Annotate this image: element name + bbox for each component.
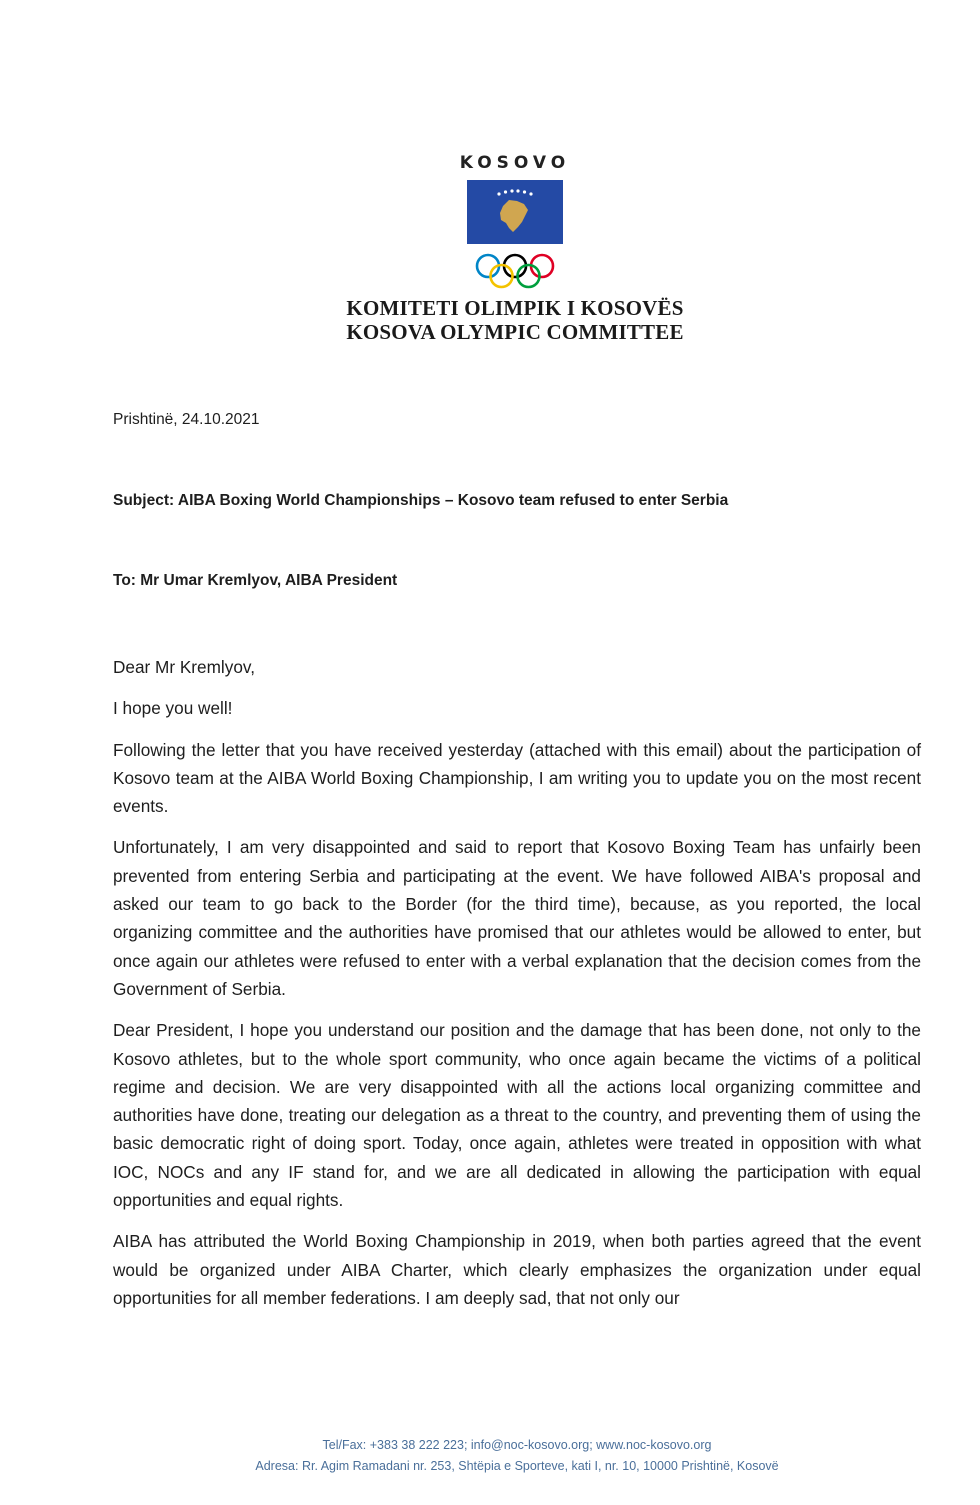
salutation: Dear Mr Kremlyov, [113, 657, 255, 677]
letter-recipient: To: Mr Umar Kremlyov, AIBA President [113, 572, 398, 589]
letter-body [113, 653, 921, 1325]
paragraph: Dear President, I hope you understand our position and the damage that has been done, not only to the Kosovo athletes, but to the whole sport community, who once again became the victims of a political regime and decision. We are very disappointed with all the actions local organizing committee and authorities have done, treating our delegation as a threat to the country, and preventing them of using the basic democratic right of doing sport. Today, once again, athletes were treated in opposition with what IOC, NOCs and any IF stand for, and we are all dedicated in allowing the participation with equal opportunities and equal rights. [113, 1020, 921, 1211]
footer-contact: Tel/Fax: +383 38 222 223; info@noc-kosovo.org; www.noc-kosovo.org [322, 1438, 712, 1452]
paragraph: Unfortunately, I am very disappointed and said to report that Kosovo Boxing Team has unfairly been prevented from entering Serbia and participating at the event. We have followed AIBA's proposal and asked our team to go back to the Border (for the third time), because, as you reported, the local organizing committee and the authorities have promised that our athletes would be allowed to enter, but once again our athletes were refused to enter with a verbal explanation that the decision comes from the Government of Serbia. [113, 837, 921, 999]
greeting: I hope you well! [113, 698, 233, 719]
org-name-albanian: KOMITETI OLIMPIK I KOSOVËS [346, 296, 684, 320]
letter-subject: Subject: AIBA Boxing World Championships – Kosovo team refused to enter Serbia [113, 492, 729, 509]
footer-address: Adresa: Rr. Agim Ramadani nr. 253, Shtëpia e Sporteve, kati I, nr. 10, 10000 Prishtinë, Kosovë [255, 1459, 779, 1473]
org-name-english: KOSOVA OLYMPIC COMMITTEE [346, 320, 684, 344]
kosovo-flag-icon [467, 180, 563, 244]
letterhead [0, 152, 980, 344]
letter-date: Prishtinë, 24.10.2021 [113, 411, 260, 428]
paragraph: Following the letter that you have received yesterday (attached with this email) about the participation of Kosovo team at the AIBA World Boxing Championship, I am writing you to update you on the most recent events. [113, 739, 921, 817]
country-name: KOSOVO [459, 153, 571, 173]
olympic-rings-icon [470, 252, 560, 290]
paragraph: AIBA has attributed the World Boxing Championship in 2019, when both parties agreed that the event would be organized under AIBA Charter, which clearly emphasizes the organization under equal opportunities for all member federations. I am deeply sad, that not only our [113, 1231, 921, 1308]
